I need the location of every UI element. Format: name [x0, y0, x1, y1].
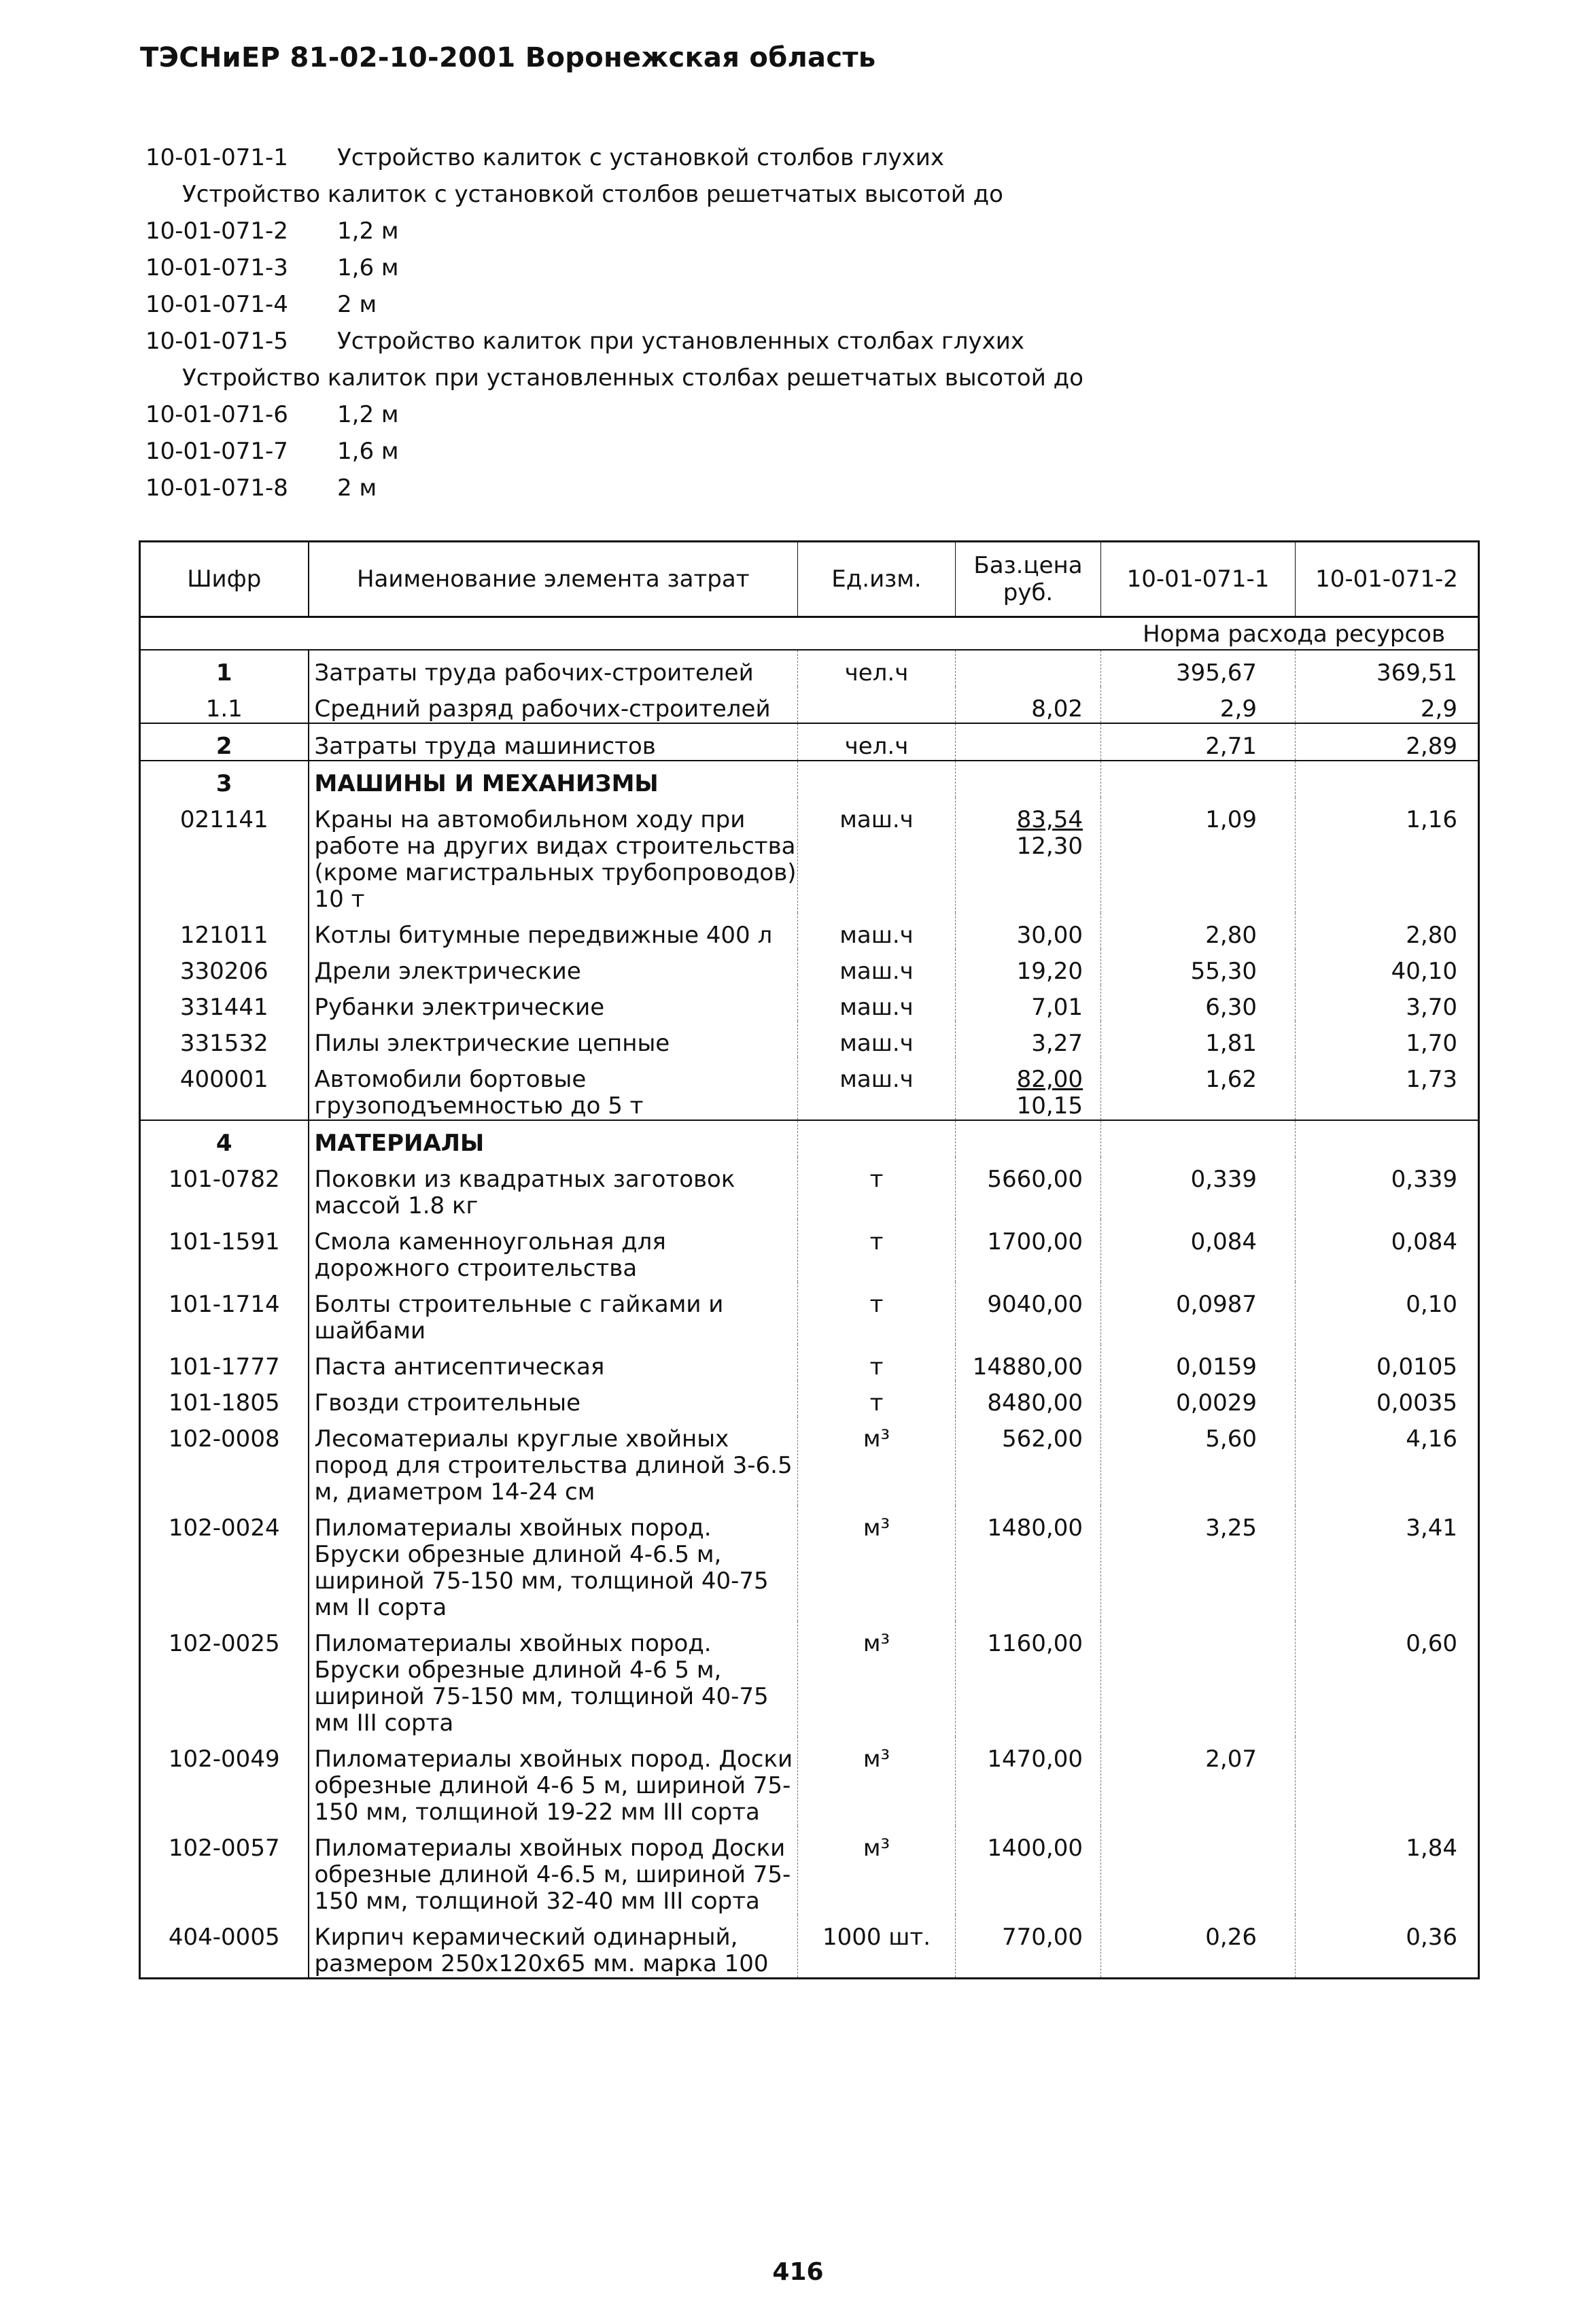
- row-code: 102-0024: [140, 1506, 309, 1621]
- row-value-2: 1,73: [1296, 1057, 1479, 1120]
- table-row: [140, 913, 1479, 949]
- row-name: Поковки из квадратных заготовок массой 1.8 кг: [314, 1166, 735, 1219]
- table-row: [140, 687, 1479, 723]
- row-code: 021141: [140, 797, 309, 913]
- table-row: [140, 1381, 1479, 1417]
- row-code: 101-1777: [140, 1345, 309, 1381]
- row-name: Гвозди строительные: [314, 1389, 581, 1417]
- row-price: 8,02: [956, 687, 1101, 723]
- intro-line: [145, 470, 1437, 506]
- row-value-2: 3,70: [1296, 985, 1479, 1021]
- group-row-materials: [140, 1120, 1479, 1157]
- row-price: 1160,00: [956, 1621, 1101, 1737]
- row-unit: [798, 761, 956, 797]
- intro-line: [145, 360, 1437, 396]
- row-value-2: [1296, 761, 1479, 797]
- row-price: 83,54: [1016, 806, 1083, 833]
- row-value-1: 2,9: [1101, 687, 1296, 723]
- row-price-secondary: 10,15: [1016, 1092, 1083, 1120]
- document-title: ТЭСНиЕР 81-02-10-2001 Воронежская область: [140, 42, 876, 73]
- header-code: Шифр: [140, 542, 309, 617]
- row-value-1: [1101, 1120, 1296, 1157]
- row-name: Смола каменноугольная для дорожного строительства: [314, 1228, 666, 1282]
- intro-text: 1,6 м: [337, 254, 399, 281]
- row-price-cell: [956, 1057, 1101, 1120]
- row-value-1: 2,71: [1101, 723, 1296, 761]
- row-name: Пиломатериалы хвойных пород. Доски обрезные длиной 4-6 5 м, шириной 75-150 мм, толщиной 19-22 мм III сорта: [314, 1746, 793, 1826]
- row-price: 8480,00: [956, 1381, 1101, 1417]
- row-value-1: 0,0987: [1101, 1282, 1296, 1345]
- row-price-cell: [956, 797, 1101, 913]
- row-name: Затраты труда рабочих-строителей: [314, 659, 754, 687]
- row-name: Средний разряд рабочих-строителей: [309, 687, 798, 723]
- header-col2: 10-01-071-2: [1296, 542, 1479, 617]
- row-value-2: [1296, 1737, 1479, 1826]
- row-code: 101-0782: [140, 1157, 309, 1219]
- intro-text: 2 м: [337, 474, 377, 502]
- table-row: [140, 1417, 1479, 1506]
- row-name: Паста антисептическая: [314, 1353, 605, 1381]
- intro-text: Устройство калиток при установленных столбах глухих: [337, 328, 1024, 355]
- table-row: [140, 723, 1479, 761]
- row-price-secondary: 12,30: [1016, 833, 1083, 860]
- row-value-1: 55,30: [1101, 949, 1296, 985]
- row-code: 2: [140, 723, 309, 761]
- row-value-1: [1101, 761, 1296, 797]
- row-price: 1480,00: [956, 1506, 1101, 1621]
- row-price: 1700,00: [956, 1219, 1101, 1282]
- row-name: Пилы электрические цепные: [314, 1030, 670, 1057]
- intro-line: [145, 433, 1437, 470]
- row-name: Краны на автомобильном ходу при работе на других видах строительства (кроме магистральных трубопроводов) 10 т: [314, 806, 797, 913]
- row-value-1: [1101, 1621, 1296, 1737]
- table-row: [140, 1057, 1479, 1120]
- row-price: 9040,00: [956, 1282, 1101, 1345]
- row-name: Пиломатериалы хвойных пород. Бруски обрезные длиной 4-6 5 м, шириной 75-150 мм, толщиной 40-75 мм III сорта: [314, 1630, 769, 1737]
- row-price: 30,00: [956, 913, 1101, 949]
- intro-text: 2 м: [337, 291, 377, 318]
- row-unit: [798, 1120, 956, 1157]
- page-number: 416: [772, 2258, 824, 2286]
- row-value-1: 2,80: [1101, 913, 1296, 949]
- intro-code: 10-01-071-5: [145, 328, 288, 355]
- row-value-1: 0,0029: [1101, 1381, 1296, 1417]
- row-code: 331441: [140, 985, 309, 1021]
- table-row: [140, 1915, 1479, 1979]
- row-code: 102-0049: [140, 1737, 309, 1826]
- table-header-row: [140, 542, 1479, 617]
- row-name: Затраты труда машинистов: [309, 723, 798, 761]
- row-code: 102-0025: [140, 1621, 309, 1737]
- row-price: 7,01: [956, 985, 1101, 1021]
- row-value-2: 1,70: [1296, 1021, 1479, 1057]
- intro-line: [145, 286, 1437, 323]
- row-unit: маш.ч: [798, 985, 956, 1021]
- row-unit: м³: [798, 1621, 956, 1737]
- row-unit: м³: [798, 1417, 956, 1506]
- row-unit: т: [798, 1157, 956, 1219]
- row-value-1: 0,26: [1101, 1915, 1296, 1979]
- table-row: [140, 1219, 1479, 1282]
- row-value-2: 0,10: [1296, 1282, 1479, 1345]
- header-unit: Ед.изм.: [798, 542, 956, 617]
- row-price: 1470,00: [956, 1737, 1101, 1826]
- row-unit: м³: [798, 1737, 956, 1826]
- row-unit: маш.ч: [798, 949, 956, 985]
- intro-line: [145, 396, 1437, 433]
- row-code: 121011: [140, 913, 309, 949]
- row-code: 102-0057: [140, 1826, 309, 1915]
- row-code: 331532: [140, 1021, 309, 1057]
- row-unit: м³: [798, 1506, 956, 1621]
- row-code: 1: [140, 650, 309, 687]
- intro-code: 10-01-071-8: [145, 474, 288, 502]
- row-name: Болты строительные с гайками и шайбами: [314, 1291, 724, 1345]
- intro-text: 1,6 м: [337, 438, 399, 465]
- row-price: [956, 650, 1101, 687]
- row-value-1: 395,67: [1101, 650, 1296, 687]
- group-row-machines: [140, 761, 1479, 797]
- row-value-1: 1,81: [1101, 1021, 1296, 1057]
- intro-list: [145, 139, 1437, 506]
- intro-text: Устройство калиток при установленных столбах решетчатых высотой до: [182, 364, 1083, 392]
- row-name: Котлы битумные передвижные 400 л: [314, 922, 773, 949]
- row-value-2: 0,339: [1296, 1157, 1479, 1219]
- table-row: [140, 949, 1479, 985]
- intro-text: Устройство калиток с установкой столбов решетчатых высотой до: [182, 181, 1003, 208]
- row-name: Пиломатериалы хвойных пород. Бруски обрезные длиной 4-6.5 м, шириной 75-150 мм, толщиной 40-75 мм II сорта: [314, 1514, 769, 1621]
- row-value-2: 0,084: [1296, 1219, 1479, 1282]
- row-value-2: 2,89: [1296, 723, 1479, 761]
- intro-line: [145, 176, 1437, 213]
- intro-line: [145, 323, 1437, 360]
- row-price: 5660,00: [956, 1157, 1101, 1219]
- table-row: [140, 1737, 1479, 1826]
- table-row: [140, 1506, 1479, 1621]
- intro-text: 1,2 м: [337, 401, 399, 428]
- row-code: 102-0008: [140, 1417, 309, 1506]
- norm-label: Норма расхода ресурсов: [140, 617, 1479, 651]
- row-value-1: 6,30: [1101, 985, 1296, 1021]
- row-code: 3: [140, 761, 309, 797]
- row-name: МАТЕРИАЛЫ: [314, 1130, 485, 1157]
- row-value-2: 1,84: [1296, 1826, 1479, 1915]
- intro-code: 10-01-071-7: [145, 438, 288, 465]
- row-price: 562,00: [956, 1417, 1101, 1506]
- header-price: Баз.цена руб.: [956, 542, 1101, 617]
- row-unit: т: [798, 1219, 956, 1282]
- row-unit: чел.ч: [798, 650, 956, 687]
- row-value-1: 3,25: [1101, 1506, 1296, 1621]
- row-price: 1400,00: [956, 1826, 1101, 1915]
- table-row: [140, 985, 1479, 1021]
- row-code: 1.1: [140, 687, 309, 723]
- row-name: Лесоматериалы круглые хвойных пород для строительства длиной 3-6.5 м, диаметром 14-24 см: [314, 1425, 793, 1506]
- row-code: 404-0005: [140, 1915, 309, 1979]
- row-value-2: [1296, 1120, 1479, 1157]
- row-value-1: 1,62: [1101, 1057, 1296, 1120]
- row-price: 19,20: [956, 949, 1101, 985]
- row-unit: маш.ч: [798, 797, 956, 913]
- row-name: Кирпич керамический одинарный, размером 250х120х65 мм. марка 100: [314, 1924, 769, 1977]
- row-code: 330206: [140, 949, 309, 985]
- row-code: 101-1714: [140, 1282, 309, 1345]
- row-value-2: 3,41: [1296, 1506, 1479, 1621]
- row-code: 101-1591: [140, 1219, 309, 1282]
- row-name: Автомобили бортовые грузоподъемностью до 5 т: [309, 1057, 798, 1120]
- header-name: Наименование элемента затрат: [309, 542, 798, 617]
- row-value-2: 369,51: [1296, 650, 1479, 687]
- intro-code: 10-01-071-1: [145, 144, 288, 171]
- intro-text: 1,2 м: [337, 218, 399, 245]
- row-code: 4: [140, 1120, 309, 1157]
- header-col1: 10-01-071-1: [1101, 542, 1296, 617]
- row-unit: 1000 шт.: [798, 1915, 956, 1979]
- table-row: [140, 797, 1479, 913]
- intro-code: 10-01-071-2: [145, 218, 288, 245]
- row-value-1: 0,339: [1101, 1157, 1296, 1219]
- row-price: 14880,00: [956, 1345, 1101, 1381]
- intro-line: [145, 139, 1437, 176]
- table-row: [140, 1282, 1479, 1345]
- row-value-1: 5,60: [1101, 1417, 1296, 1506]
- row-value-1: 0,084: [1101, 1219, 1296, 1282]
- table-row: [140, 1621, 1479, 1737]
- row-value-2: 40,10: [1296, 949, 1479, 985]
- intro-code: 10-01-071-3: [145, 254, 288, 281]
- row-name: МАШИНЫ И МЕХАНИЗМЫ: [314, 770, 659, 797]
- row-code: 400001: [140, 1057, 309, 1120]
- intro-text: Устройство калиток с установкой столбов глухих: [337, 144, 944, 171]
- row-unit: т: [798, 1345, 956, 1381]
- row-unit: маш.ч: [798, 1021, 956, 1057]
- row-unit: маш.ч: [798, 913, 956, 949]
- intro-code: 10-01-071-4: [145, 291, 288, 318]
- row-price: 3,27: [956, 1021, 1101, 1057]
- row-name: Рубанки электрические: [314, 994, 605, 1021]
- row-unit: т: [798, 1282, 956, 1345]
- row-unit: м³: [798, 1826, 956, 1915]
- row-price: [956, 761, 1101, 797]
- row-unit: т: [798, 1381, 956, 1417]
- row-unit: [798, 687, 956, 723]
- row-value-2: 0,36: [1296, 1915, 1479, 1979]
- intro-code: 10-01-071-6: [145, 401, 288, 428]
- table-row: [140, 1021, 1479, 1057]
- row-value-2: 4,16: [1296, 1417, 1479, 1506]
- row-name: Дрели электрические: [314, 958, 581, 985]
- row-name: Пиломатериалы хвойных пород Доски обрезные длиной 4-6.5 м, шириной 75-150 мм, толщиной 32-40 мм III сорта: [314, 1835, 791, 1915]
- intro-line: [145, 213, 1437, 249]
- resource-table: [139, 540, 1480, 1979]
- row-value-2: 2,9: [1296, 687, 1479, 723]
- row-value-1: 0,0159: [1101, 1345, 1296, 1381]
- intro-line: [145, 249, 1437, 286]
- row-price: 82,00: [1016, 1066, 1083, 1093]
- table-row: [140, 1157, 1479, 1219]
- row-price: 770,00: [956, 1915, 1101, 1979]
- row-value-2: 0,60: [1296, 1621, 1479, 1737]
- row-value-2: 0,0035: [1296, 1381, 1479, 1417]
- table-row: [140, 1345, 1479, 1381]
- row-price: [956, 1120, 1101, 1157]
- row-value-1: 2,07: [1101, 1737, 1296, 1826]
- table-row: [140, 1826, 1479, 1915]
- row-unit: чел.ч: [798, 723, 956, 761]
- row-value-2: 2,80: [1296, 913, 1479, 949]
- row-code: 101-1805: [140, 1381, 309, 1417]
- row-value-2: 0,0105: [1296, 1345, 1479, 1381]
- table-row: [140, 650, 1479, 687]
- norm-row: [140, 617, 1479, 651]
- row-price: [956, 723, 1101, 761]
- row-unit: маш.ч: [798, 1057, 956, 1120]
- row-value-1: 1,09: [1101, 797, 1296, 913]
- row-value-1: [1101, 1826, 1296, 1915]
- row-value-2: 1,16: [1296, 797, 1479, 913]
